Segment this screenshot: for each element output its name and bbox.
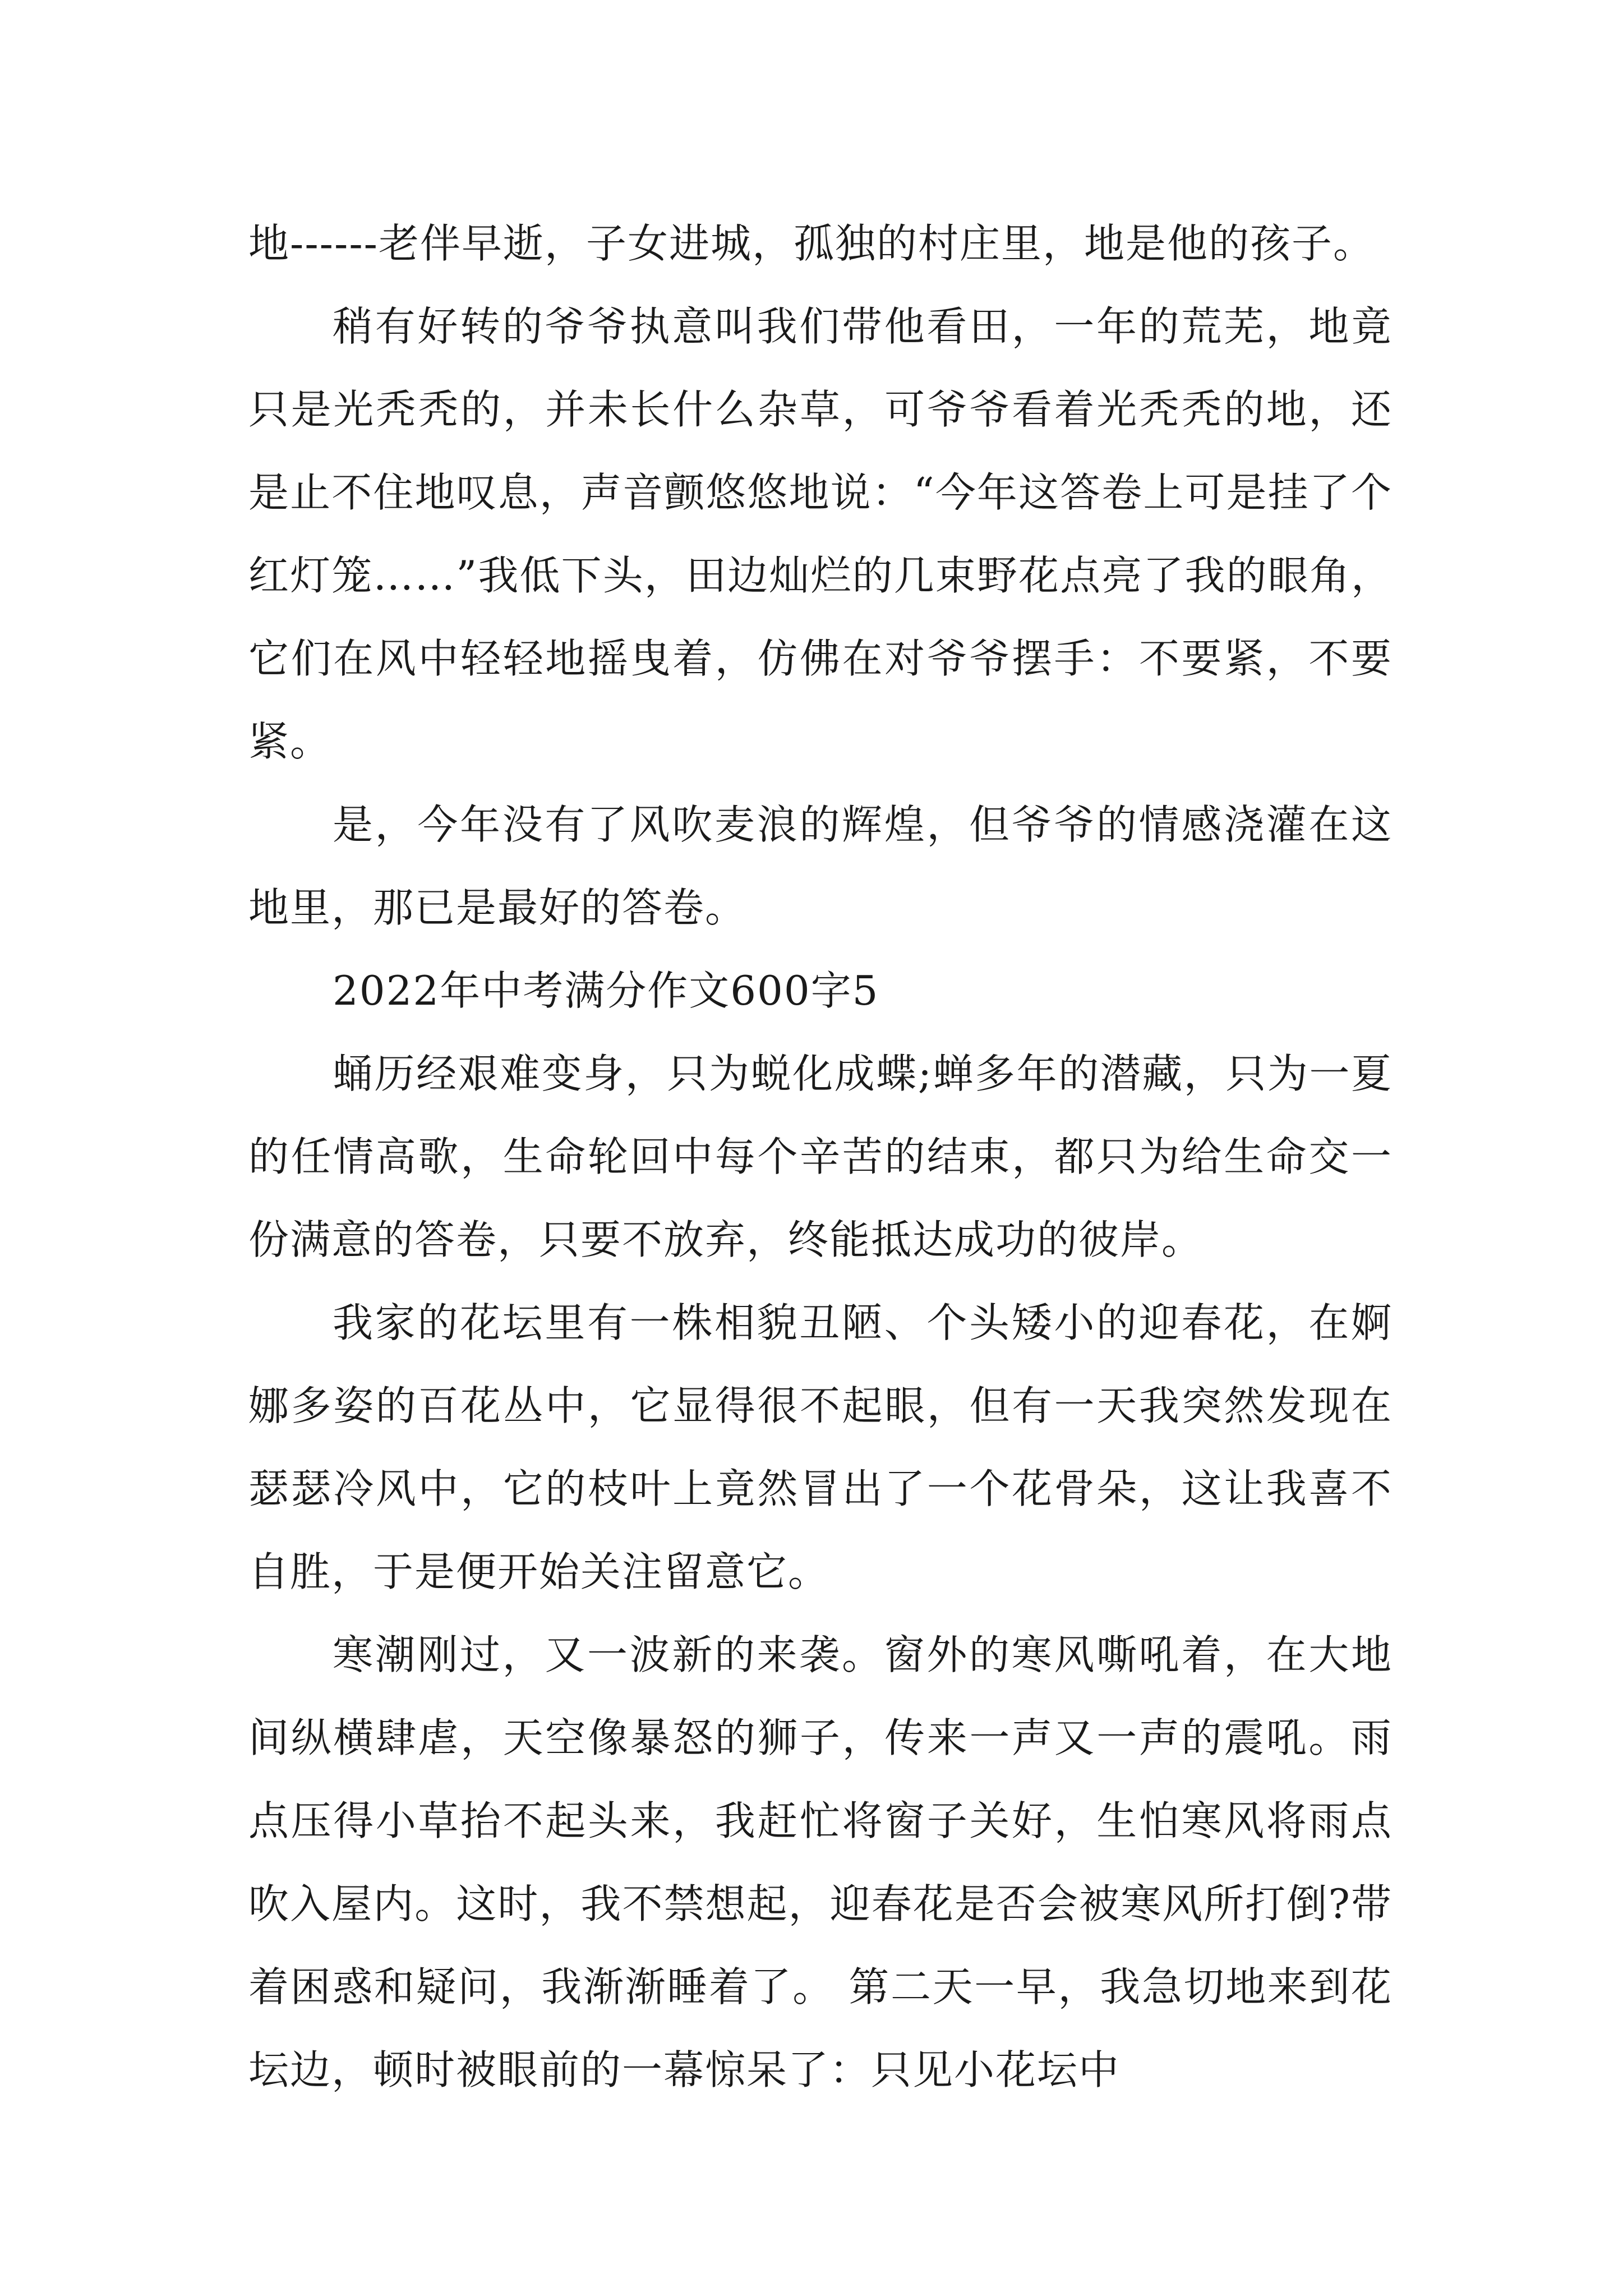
paragraph: 蛹历经艰难变身，只为蜕化成蝶;蝉多年的潜藏，只为一夏的任情高歌，生命轮回中每个辛苦的结束，都只为给生命交一份满意的答卷，只要不放弃，终能抵达成功的彼岸。 <box>248 1050 1393 1263</box>
section-heading: 2022年中考满分作文600字5 <box>333 967 879 1014</box>
paragraph: 我家的花坛里有一株相貌丑陋、个头矮小的迎春花，在婀娜多姿的百花丛中，它显得很不起眼，但有一天我突然发现在瑟瑟冷风中，它的枝叶上竟然冒出了一个花骨朵，这让我喜不自胜，于是便开始关注留意它。 <box>248 1299 1393 1595</box>
paragraph: 稍有好转的爷爷执意叫我们带他看田，一年的荒芜，地竟只是光秃秃的，并未长什么杂草，可爷爷看着光秃秃的地，还是止不住地叹息，声音颤悠悠地说：“今年这答卷上可是挂了个红灯笼……”我低下头，田边灿烂的几束野花点亮了我的眼角，它们在风中轻轻地摇曳着，仿佛在对爷爷摆手：不要紧，不要紧。 <box>248 303 1393 765</box>
paragraph: 是，今年没有了风吹麦浪的辉煌，但爷爷的情感浇灌在这地里，那已是最好的答卷。 <box>248 801 1393 931</box>
essay-body <box>248 202 1393 2111</box>
paragraph: 地------老伴早逝，子女进城，孤独的村庄里，地是他的孩子。 <box>248 220 1375 267</box>
paragraph: 寒潮刚过，又一波新的来袭。窗外的寒风嘶吼着，在大地间纵横肆虐，天空像暴怒的狮子，传来一声又一声的震吼。雨点压得小草抬不起头来，我赶忙将窗子关好，生怕寒风将雨点吹入屋内。这时，我不禁想起，迎春花是否会被寒风所打倒?带着困惑和疑问，我渐渐睡着了。 第二天一早，我急切地来到花坛边，顿时被眼前的一幕惊呆了：只见小花坛中 <box>248 1631 1393 2093</box>
